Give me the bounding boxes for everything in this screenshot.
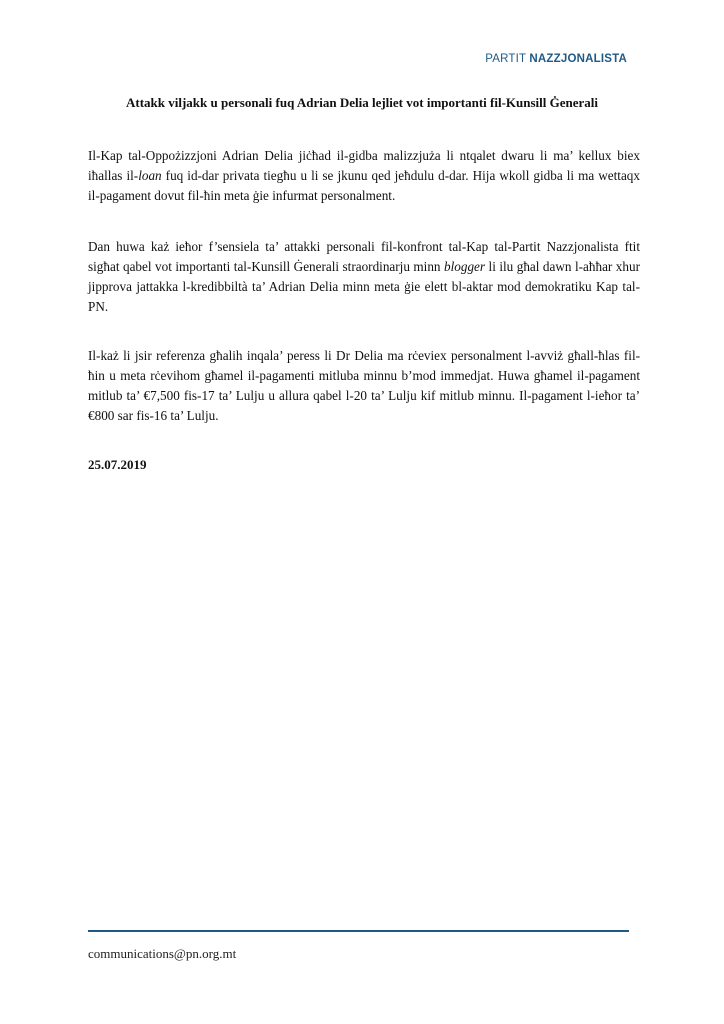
footer-email[interactable]: communications@pn.org.mt: [88, 946, 237, 961]
paragraph-1: [88, 146, 640, 206]
paragraph-2-text-c: li ilu għal dawn l-aħħar xhur jipprova jattakka l-kredibbiltà ta’ Adrian Delia minn meta ġie elett bl-aktar mod demokratiku Kap tal-PN.: [88, 259, 640, 314]
paragraph-1-italic: loan: [138, 168, 162, 183]
logo-text-bold: NAZZJONALISTA: [529, 53, 627, 65]
paragraph-2-italic: blogger: [444, 259, 486, 274]
footer-divider: [88, 930, 629, 932]
press-release-title: Attakk viljakk u personali fuq Adrian Delia lejliet vot importanti fil-Kunsill Ġenerali: [126, 95, 598, 110]
paragraph-3: Il-każ li jsir referenza għalih inqala’ peress li Dr Delia ma rċeviex personalment l-avviż għall-ħlas fil-ħin u meta rċevihom għamel il-pagamenti mitluba minnu b’mod immedjat. Huwa għamel il-pagament mitlub ta’ €7,500 fis-17 ta’ Lulju u allura qabel l-20 ta’ Lulju kif mitlub minnu. Il-pagament l-ieħor ta’ €800 sar fis-16 ta’ Lulju.: [88, 348, 640, 423]
paragraph-1-text-c: fuq id-dar privata tiegħu u li se jkunu qed jeħdulu d-dar. Hija wkoll gidba li ma wettaqx il-pagament dovut fil-ħin meta ġie infurmat personalment.: [88, 168, 640, 203]
paragraph-1-text-a: Il-Kap tal-Oppożizzjoni Adrian Delia jiċħad il-gidba malizzjuża li ntqalet dwaru li ma’ kellux biex iħallas il-: [88, 148, 640, 183]
logo-text-light: PARTIT: [485, 53, 530, 65]
paragraph-2-text-a: Dan huwa każ ieħor f’sensiela ta’ attakki personali fil-konfront tal-Kap tal-Partit Nazzjonalista ftit sigħat qabel vot importanti tal-Kunsill Ġenerali straordinarju minn: [88, 239, 640, 274]
paragraph-2: [88, 237, 640, 317]
party-logo: [485, 53, 627, 65]
release-date: 25.07.2019: [88, 457, 147, 472]
